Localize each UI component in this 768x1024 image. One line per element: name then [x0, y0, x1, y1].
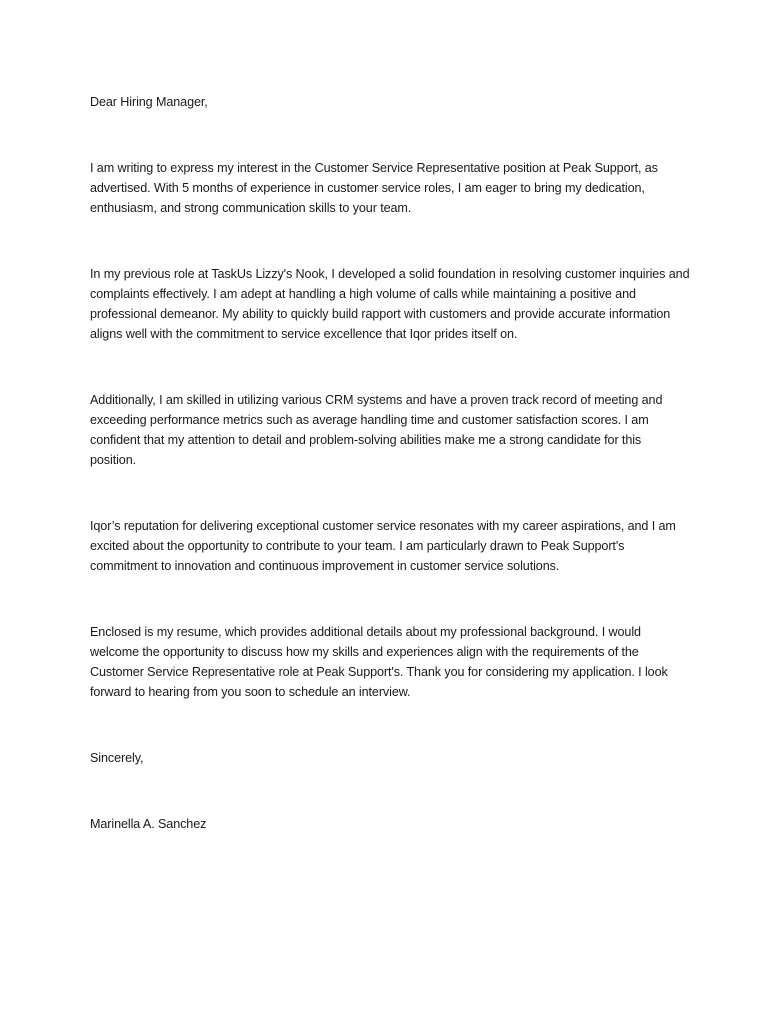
paragraph-previous-role: In my previous role at TaskUs Lizzy's Nook, I developed a solid foundation in resolving customer inquiries and complaints effectively. I am adept at handling a high volume of calls while maintaining a positive and professional demeanor. My ability to quickly build rapport with customers and provide accurate information aligns well with the commitment to service excellence that Iqor prides itself on. — [90, 267, 690, 341]
closing: Sincerely, — [90, 751, 144, 765]
paragraph-reputation: Iqor’s reputation for delivering exceptional customer service resonates with my career aspirations, and I am excited about the opportunity to contribute to your team. I am particularly drawn to Peak Support's commitment to innovation and continuous improvement in customer service solutions. — [90, 519, 676, 573]
paragraph-enclosure: Enclosed is my resume, which provides additional details about my professional background. I would welcome the opportunity to discuss how my skills and experiences align with the requirements of the Customer Service Representative role at Peak Support's. Thank you for considering my application. I look forward to hearing from you soon to schedule an interview. — [90, 625, 668, 699]
salutation: Dear Hiring Manager, — [90, 95, 208, 109]
paragraph-interest: I am writing to express my interest in the Customer Service Representative position at Peak Support, as advertised. With 5 months of experience in customer service roles, I am eager to bring my dedication, enthusiasm, and strong communication skills to your team. — [90, 161, 658, 215]
signature-name: Marinella A. Sanchez — [90, 817, 207, 831]
cover-letter — [90, 92, 690, 834]
paragraph-skills: Additionally, I am skilled in utilizing various CRM systems and have a proven track record of meeting and exceeding performance metrics such as average handling time and customer satisfaction scores. I am confident that my attention to detail and problem-solving abilities make me a strong candidate for this position. — [90, 393, 663, 467]
